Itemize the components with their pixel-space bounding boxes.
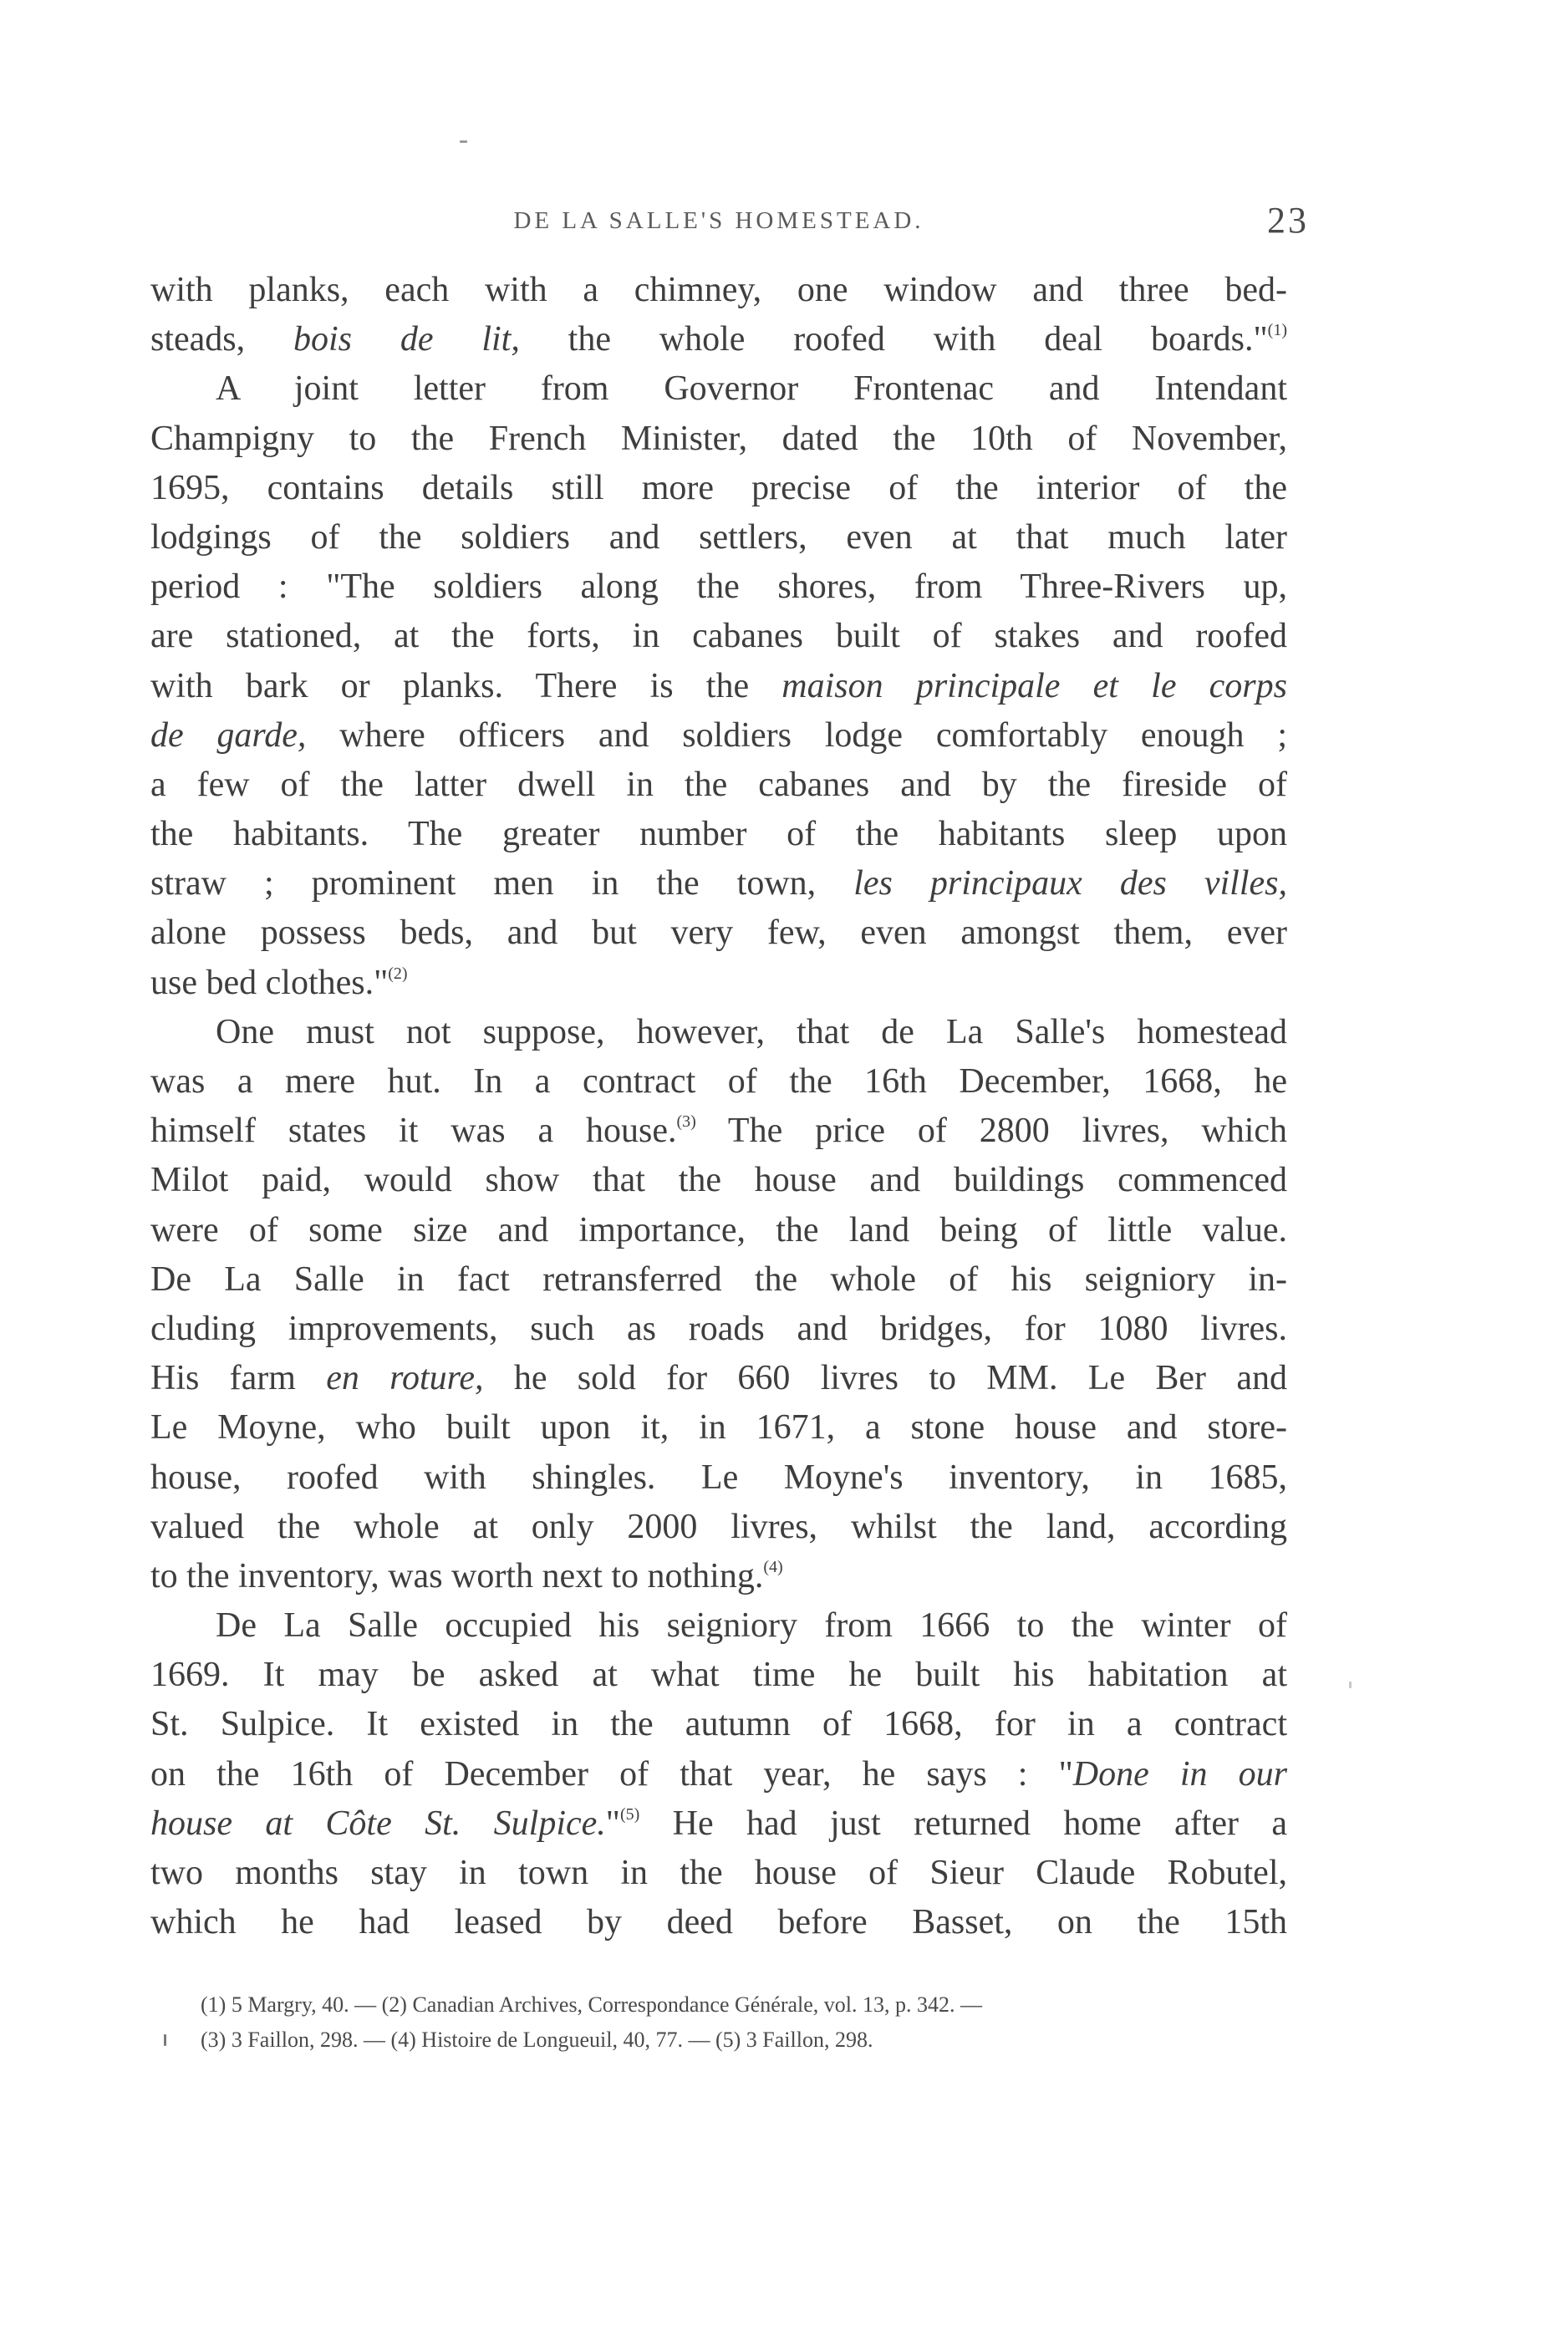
text-line: are stationed, at the forts, in cabanes built of stakes and roofed — [150, 617, 1287, 656]
footnote-ref-4: (4) — [763, 1557, 783, 1576]
text-line: Le Moyne, who built upon it, in 1671, a stone house and store- — [150, 1408, 1287, 1448]
text-line: St. Sulpice. It existed in the autumn of 1668, for in a contract — [150, 1705, 1287, 1744]
text-line: steads, bois de lit, the whole roofed with deal boards."$^{(1)}$ — [150, 320, 1287, 359]
text-line: with bark or planks. There is the maison principale et le corps — [150, 666, 1287, 705]
footnote-line: (3) 3 Faillon, 298. — (4) Histoire de Longueuil, 40, 77. — (5) 3 Faillon, 298. — [201, 2028, 873, 2052]
running-head: DE LA SALLE'S HOMESTEAD. — [513, 207, 924, 234]
body-text — [150, 266, 1287, 1947]
text-line: to the inventory, was worth next to nothing.$^{(4)}$ — [150, 1556, 783, 1595]
text-line: lodgings of the soldiers and settlers, even at that much later — [150, 517, 1287, 557]
text-line: One must not suppose, however, that de La Salle's homestead — [216, 1012, 1287, 1051]
text-line: straw ; prominent men in the town, les principaux des villes, — [150, 864, 1287, 903]
text-line: His farm en roture, he sold for 660 livres to MM. Le Ber and — [150, 1359, 1287, 1398]
page-number: 23 — [1267, 200, 1309, 241]
text-line: house at Côte St. Sulpice."$^{(5)}$ He had just returned home after a — [150, 1804, 1287, 1843]
text-line: cluding improvements, such as roads and bridges, for 1080 livres. — [150, 1309, 1287, 1348]
text-line: 1669. It may be asked at what time he built his habitation at — [150, 1656, 1287, 1695]
text-line: a few of the latter dwell in the cabanes and by the fireside of — [150, 765, 1287, 804]
text-line: on the 16th of December of that year, he says : "Done in our — [150, 1754, 1287, 1794]
text-line: De La Salle in fact retransferred the whole of his seigniory in- — [150, 1259, 1287, 1299]
text-line: which he had leased by deed before Basset, on the 15th — [150, 1903, 1287, 1942]
text-line: house, roofed with shingles. Le Moyne's inventory, in 1685, — [150, 1458, 1287, 1497]
text-line: Champigny to the French Minister, dated the 10th of November, — [150, 419, 1287, 458]
text-line: Milot paid, would show that the house and buildings commenced — [150, 1161, 1287, 1200]
text-line: 1695, contains details still more precise of the interior of the — [150, 468, 1287, 507]
text-line: A joint letter from Governor Frontenac and Intendant — [216, 369, 1287, 409]
text-line: period : "The soldiers along the shores, from Three-Rivers up, — [150, 567, 1287, 607]
text-line: was a mere hut. In a contract of the 16th December, 1668, he — [150, 1062, 1287, 1101]
text-line: the habitants. The greater number of the habitants sleep upon — [150, 815, 1287, 854]
footnote-ref-5: (5) — [619, 1804, 640, 1824]
top-speck-mark — [460, 140, 467, 143]
footnote-line: (1) 5 Margry, 40. — (2) Canadian Archives, Correspondance Générale, vol. 13, p. 342. — — [201, 1992, 983, 2017]
margin-speck-mark — [1349, 1682, 1352, 1688]
footnote-ref-1: (1) — [1267, 321, 1287, 340]
text-line: himself states it was a house.$^{(3)}$ The price of 2800 livres, which — [150, 1112, 1288, 1151]
text-line: were of some size and importance, the land being of little value. — [150, 1210, 1287, 1249]
text-line: De La Salle occupied his seigniory from 1666 to the winter of — [216, 1606, 1287, 1646]
text-line: with planks, each with a chimney, one window and three bed- — [150, 271, 1287, 309]
footnote-margin-mark — [164, 2034, 166, 2046]
footnote-ref-3: (3) — [676, 1112, 696, 1132]
footnotes — [201, 1987, 1287, 2058]
footnote-ref-2: (2) — [388, 964, 408, 983]
text-line: use bed clothes."$^{(2)}$ — [150, 963, 408, 1002]
text-line: valued the whole at only 2000 livres, whilst the land, according — [150, 1507, 1287, 1546]
text-line: de garde, where officers and soldiers lodge comfortably enough ; — [150, 715, 1288, 755]
text-line: alone possess beds, and but very few, even amongst them, ever — [150, 913, 1287, 953]
text-line: two months stay in town in the house of Sieur Claude Robutel, — [150, 1854, 1287, 1892]
